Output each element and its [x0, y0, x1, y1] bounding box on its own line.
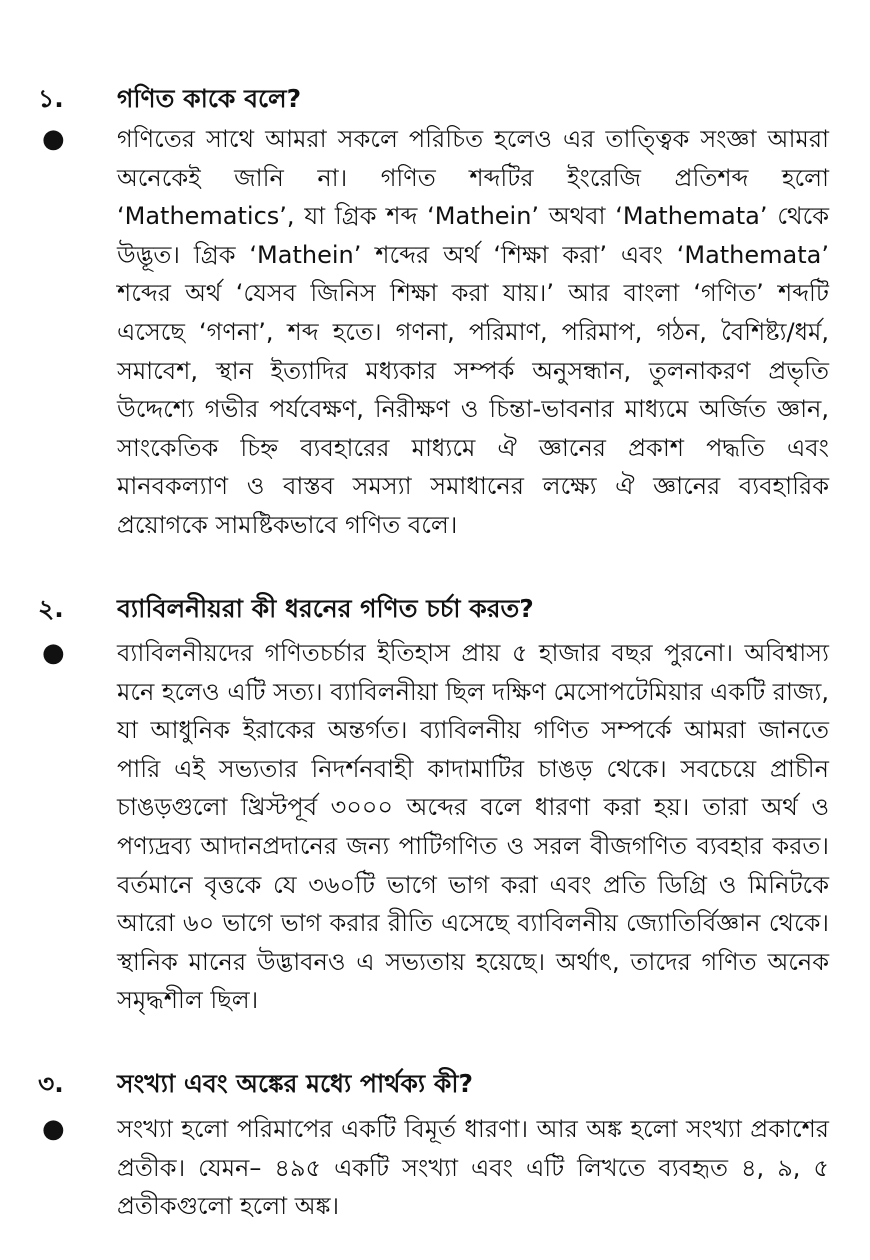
question-heading: ব্যাবিলনীয়রা কী ধরনের গণিত চর্চা করত?	[117, 594, 534, 623]
answer-paragraph: গণিতের সাথে আমরা সকলে পরিচিত হলেও এর তাত্ত্বিক সংজ্ঞা আমরা অনেকেই জানি না। গণিত শব্দটির ইংরেজি প্রতিশব্দ হলো ‘Mathematics’, যা গ্রিক শব্দ ‘Mathein’ অথবা ‘Mathemata’ থেকে উদ্ভূত। গ্রিক ‘Mathein’ শব্দের অর্থ ‘শিক্ষা করা’ এবং ‘Mathemata’ শব্দের অর্থ ‘যেসব জিনিস শিক্ষা করা যায়।’ আর বাংলা ‘গণিত’ শব্দটি এসেছে ‘গণনা’, শব্দ হতে। গণনা, পরিমাণ, পরিমাপ, গঠন, বৈশিষ্ট্য/ধর্ম, সমাবেশ, স্থান ইত্যাদির মধ্যকার সম্পর্ক অনুসন্ধান, তুলনাকরণ প্রভৃতি উদ্দেশ্যে গভীর পর্যবেক্ষণ, নিরীক্ষণ ও চিন্তা-ভাবনার মাধ্যমে অর্জিত জ্ঞান, সাংকেতিক চিহ্ন ব্যবহারের মাধ্যমে ঐ জ্ঞানের প্রকাশ পদ্ধতি এবং মানবকল্যাণ ও বাস্তব সমস্যা সমাধানের লক্ষ্যে ঐ জ্ঞানের ব্যবহারিক প্রয়োগকে সামষ্টিকভাবে গণিত বলে।	[117, 125, 829, 539]
bullet-icon: ●	[42, 1114, 65, 1144]
question-number: ২.	[38, 594, 64, 623]
question-heading: সংখ্যা এবং অঙ্কের মধ্যে পার্থক্য কী?	[117, 1069, 473, 1098]
question-heading: গণিত কাকে বলে?	[117, 84, 302, 113]
bullet-icon: ●	[42, 638, 65, 668]
question-number: ৩.	[38, 1069, 64, 1098]
answer-paragraph: ব্যাবিলনীয়দের গণিতচর্চার ইতিহাস প্রায় ৫ হাজার বছর পুরনো। অবিশ্বাস্য মনে হলেও এটি সত্য। ব্যাবিলনীয়া ছিল দক্ষিণ মেসোপটেমিয়ার একটি রাজ্য, যা আধুনিক ইরাকের অন্তর্গত। ব্যাবিলনীয় গণিত সম্পর্কে আমরা জানতে পারি এই সভ্যতার নিদর্শনবাহী কাদামাটির চাঙড় থেকে। সবচেয়ে প্রাচীন চাঙড়গুলো খ্রিস্টপূর্ব ৩০০০ অব্দের বলে ধারণা করা হয়। তারা অর্থ ও পণ্যদ্রব্য আদানপ্রদানের জন্য পাটিগণিত ও সরল বীজগণিত ব্যবহার করত। বর্তমানে বৃত্তকে যে ৩৬০টি ভাগে ভাগ করা এবং প্রতি ডিগ্রি ও মিনিটকে আরো ৬০ ভাগে ভাগ করার রীতি এসেছে ব্যাবিলনীয় জ্যোতির্বিজ্ঞান থেকে। স্থানিক মানের উদ্ভাবনও এ সভ্যতায় হয়েছে। অর্থাৎ, তাদের গণিত অনেক সমৃদ্ধশীল ছিল।	[117, 639, 829, 1015]
answer-paragraph: সংখ্যা হলো পরিমাপের একটি বিমূর্ত ধারণা। আর অঙ্ক হলো সংখ্যা প্রকাশের প্রতীক। যেমন– ৪৯৫ একটি সংখ্যা এবং এটি লিখতে ব্যবহৃত ৪, ৯, ৫ প্রতীকগুলো হলো অঙ্ক।	[117, 1115, 829, 1221]
bullet-icon: ●	[42, 124, 65, 154]
question-number: ১.	[38, 84, 64, 113]
